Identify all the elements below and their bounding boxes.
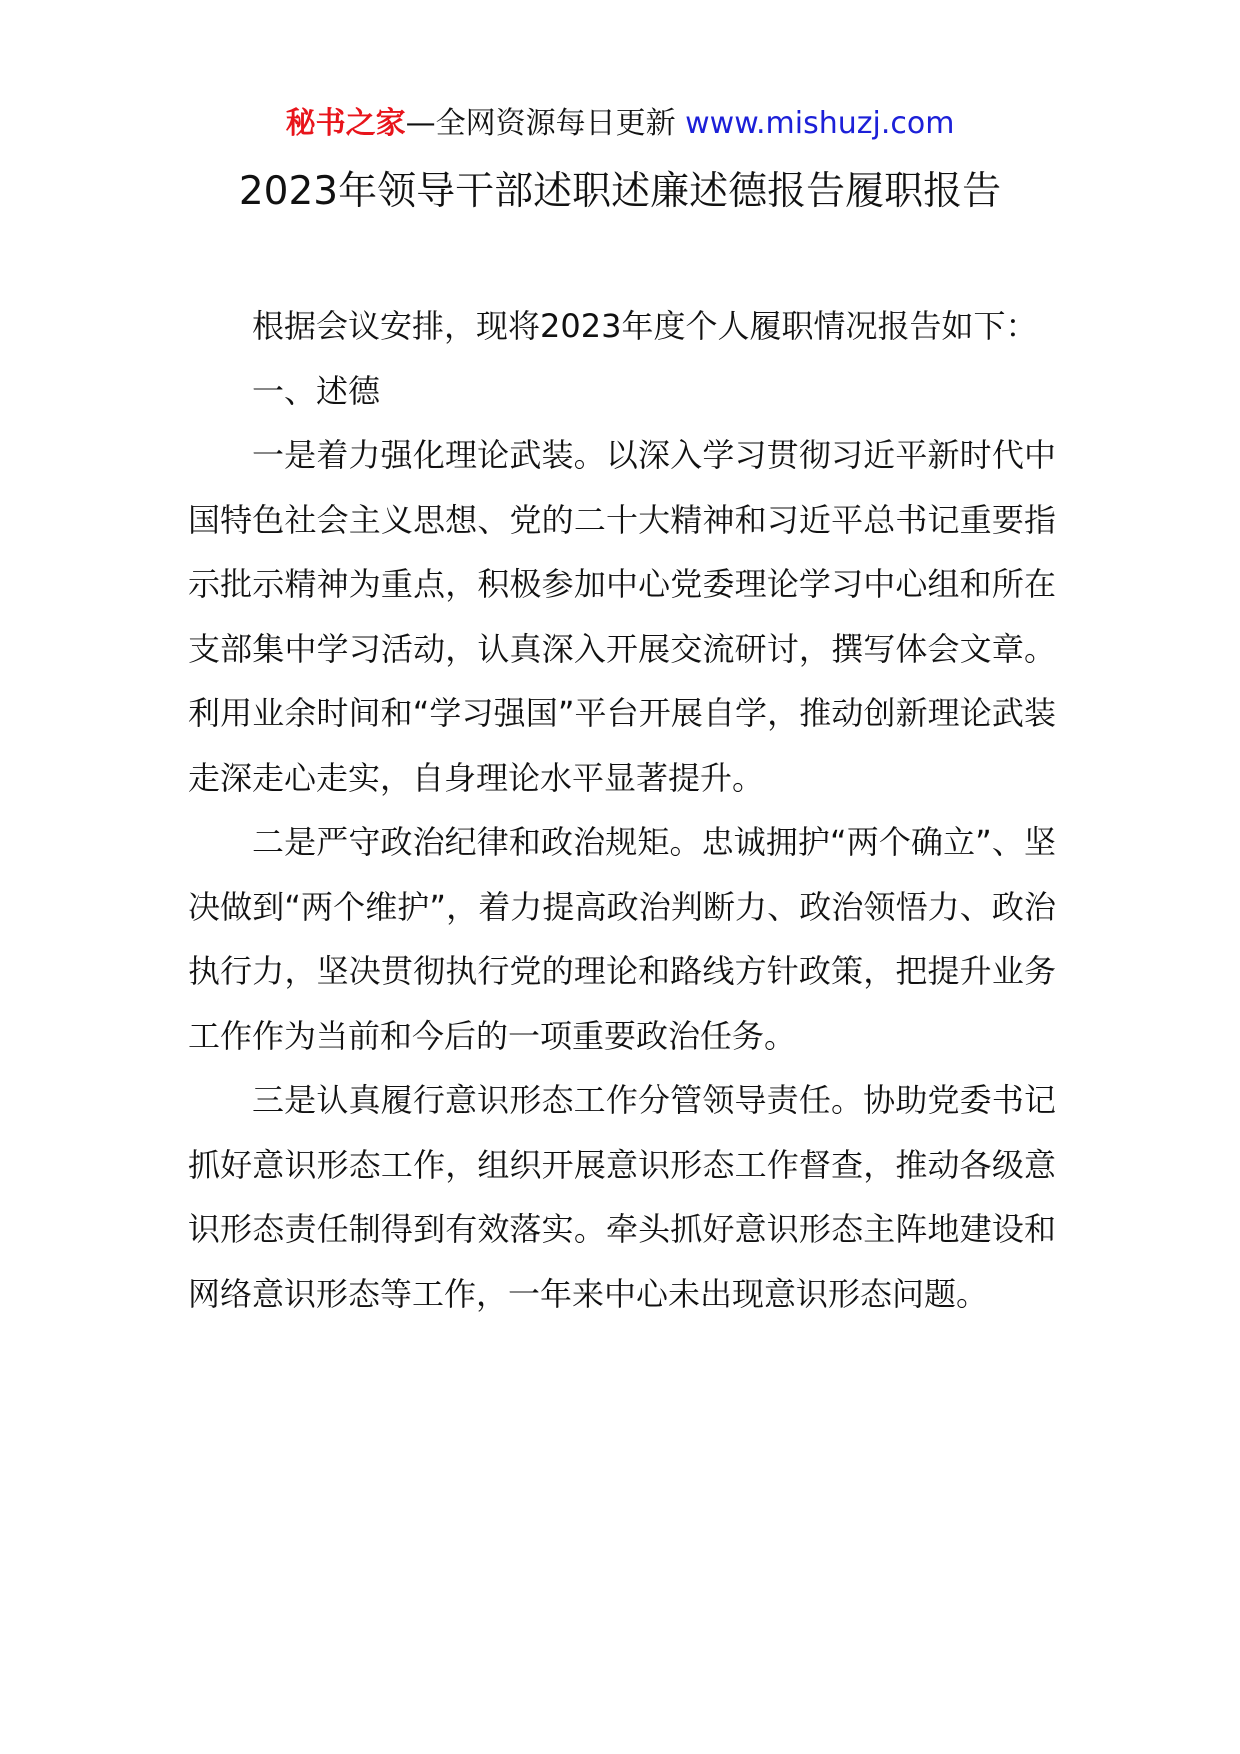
body-paragraph: 三是认真履行意识形态工作分管领导责任。协助党委书记抓好意识形态工作，组织开展意识形态工作督查，推动各级意识形态责任制得到有效落实。牵头抓好意识形态主阵地建设和网络意识形态等工作，一年来中心未出现意识形态问题。 (188, 1081, 1056, 1313)
brand-name: 秘书之家 (285, 106, 406, 141)
document-title: 2023年领导干部述职述廉述德报告履职报告 (238, 169, 1002, 214)
site-url-link[interactable]: www.mishuzj.com (685, 106, 955, 141)
section-heading: 一、述德 (252, 371, 381, 410)
body-paragraph: 一是着力强化理论武装。以深入学习贯彻习近平新时代中国特色社会主义思想、党的二十大精神和习近平总书记重要指示批示精神为重点，积极参加中心党委理论学习中心组和所在支部集中学习活动，认真深入开展交流研讨，撰写体会文章。利用业余时间和“学习强国”平台开展自学，推动创新理论武装走深走心走实，自身理论水平显著提升。 (188, 436, 1056, 797)
intro-paragraph: 根据会议安排，现将2023年度个人履职情况报告如下： (252, 307, 1038, 345)
header-tagline: —全网资源每日更新 (405, 106, 686, 141)
body-paragraph: 二是严守政治纪律和政治规矩。忠诚拥护“两个确立”、坚决做到“两个维护”，着力提高政治判断力、政治领悟力、政治执行力，坚决贯彻执行党的理论和路线方针政策，把提升业务工作作为当前和今后的一项重要政治任务。 (188, 823, 1056, 1055)
site-header (0, 104, 1240, 144)
document-body (188, 294, 1056, 1326)
